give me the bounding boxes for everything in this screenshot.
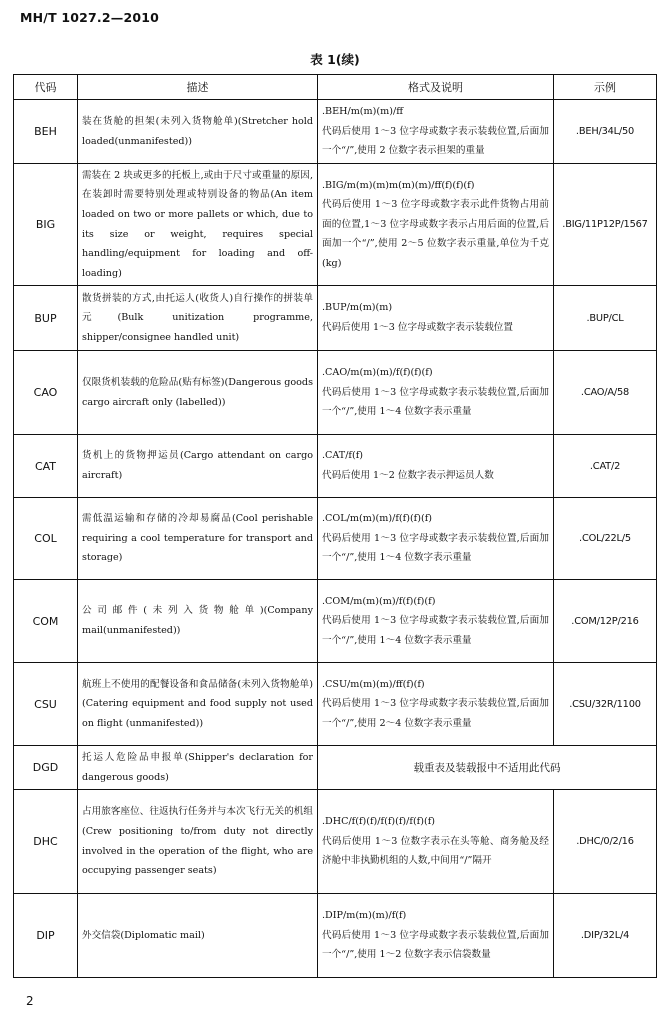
row-description: 托运人危险品申报单(Shipper's declaration for dangerous goods) — [78, 746, 318, 790]
row-description: 占用旅客座位、往返执行任务并与本次飞行无关的机组(Crew positioning to/from duty not directly involved in the operation of the flight, who are occupying passenger seats) — [78, 790, 318, 894]
row-description: 装在货舱的担架(未列入货物舱单)(Stretcher hold loaded(unmanifested)) — [78, 100, 318, 164]
row-format — [318, 164, 554, 286]
format-pattern: .CSU/m(m)(m)/ff(f)(f) — [322, 678, 425, 690]
row-example: .COM/12P/216 — [554, 580, 657, 663]
row-description: 公司邮件(未列入货物舱单)(Company mail(unmanifested)) — [78, 580, 318, 663]
row-description: 航班上不使用的配餐设备和食品储备(未列入货物舱单)(Catering equipment and food supply not used on flight (unmanifested)) — [78, 663, 318, 746]
format-explanation: 代码后使用 1～3 位数字表示在头等舱、商务舱及经济舱中非执勤机组的人数,中间用“/”隔开 — [322, 835, 549, 867]
format-explanation: 代码后使用 1～3 位字母或数字表示装载位置,后面加一个“/”,使用 1～4 位数字表示重量 — [322, 386, 549, 418]
row-description: 需低温运输和存储的冷却易腐品(Cool perishable requiring a cool temperature for transport and storage) — [78, 498, 318, 580]
row-format — [318, 498, 554, 580]
row-code: COL — [14, 498, 78, 580]
row-format — [318, 663, 554, 746]
row-example: .DHC/0/2/16 — [554, 790, 657, 894]
table-row — [14, 790, 657, 894]
page-number: 2 — [26, 994, 34, 1008]
format-explanation: 代码后使用 1～3 位字母或数字表示装载位置,后面加一个“/”,使用 1～4 位数字表示重量 — [322, 615, 549, 646]
row-code: BIG — [14, 164, 78, 286]
row-format — [318, 894, 554, 978]
table-header-row — [14, 75, 657, 100]
code-table — [13, 74, 657, 978]
row-code: DHC — [14, 790, 78, 894]
format-pattern: .BEH/m(m)(m)/ff — [322, 106, 404, 118]
format-explanation: 代码后使用 1～3 位字母或数字表示装载位置,后面加一个“/”,使用 1～2 位数字表示信袋数量 — [322, 929, 549, 961]
table-row — [14, 580, 657, 663]
row-code: CAT — [14, 435, 78, 498]
format-explanation: 代码后使用 1～3 位字母或数字表示装载位置,后面加一个“/”,使用 2～4 位数字表示重量 — [322, 698, 549, 729]
column-header-example: 示例 — [554, 75, 657, 100]
row-example: .BUP/CL — [554, 286, 657, 351]
row-code: BEH — [14, 100, 78, 164]
row-code: DIP — [14, 894, 78, 978]
format-pattern: .BIG/m(m)(m)m(m)(m)/ff(f)(f)(f) — [322, 179, 475, 191]
row-format — [318, 351, 554, 435]
format-pattern: .BUP/m(m)(m) — [322, 302, 393, 314]
table-row — [14, 100, 657, 164]
format-pattern: .COM/m(m)(m)/f(f)(f)(f) — [322, 595, 436, 607]
format-pattern: .CAT/f(f) — [322, 450, 364, 462]
table-row — [14, 351, 657, 435]
row-description: 外交信袋(Diplomatic mail) — [78, 894, 318, 978]
format-explanation: 代码后使用 1～3 位字母或数字表示此件货物占用前面的位置,1～3 位字母或数字表示占用后面的位置,后面加一个“/”,使用 2～5 位数字表示重量,单位为千克(kg) — [322, 199, 549, 269]
row-code: CAO — [14, 351, 78, 435]
row-description: 货机上的货物押运员(Cargo attendant on cargo aircraft) — [78, 435, 318, 498]
format-pattern: .COL/m(m)(m)/f(f)(f)(f) — [322, 513, 433, 525]
row-example: .BIG/11P12P/1567 — [554, 164, 657, 286]
row-example: .COL/22L/5 — [554, 498, 657, 580]
row-code: BUP — [14, 286, 78, 351]
table-row — [14, 498, 657, 580]
row-example: .CAT/2 — [554, 435, 657, 498]
row-example: .CSU/32R/1100 — [554, 663, 657, 746]
row-code: CSU — [14, 663, 78, 746]
row-description: 散货拼装的方式,由托运人(收货人)自行操作的拼装单元(Bulk unitization programme, shipper/consignee handled unit) — [78, 286, 318, 351]
format-pattern: .CAO/m(m)(m)/f(f)(f)(f) — [322, 367, 433, 379]
row-format — [318, 435, 554, 498]
row-format — [318, 100, 554, 164]
row-description: 仅限货机装载的危险品(贴有标签)(Dangerous goods cargo aircraft only (labelled)) — [78, 351, 318, 435]
standard-number: MH/T 1027.2—2010 — [20, 10, 160, 25]
format-pattern: .DIP/m(m)(m)/f(f) — [322, 910, 407, 922]
row-code: COM — [14, 580, 78, 663]
column-header-format: 格式及说明 — [318, 75, 554, 100]
table-title: 表 1(续) — [310, 52, 360, 67]
row-example: .CAO/A/58 — [554, 351, 657, 435]
format-explanation: 代码后使用 1～3 位字母或数字表示装载位置,后面加一个“/”,使用 2 位数字表示担架的重量 — [322, 125, 549, 157]
format-explanation: 代码后使用 1～3 位字母或数字表示装载位置,后面加一个“/”,使用 1～4 位数字表示重量 — [322, 532, 549, 564]
row-format — [318, 790, 554, 894]
row-format — [318, 580, 554, 663]
row-example: .DIP/32L/4 — [554, 894, 657, 978]
table-row — [14, 663, 657, 746]
row-code: DGD — [14, 746, 78, 790]
format-explanation: 代码后使用 1～3 位字母或数字表示装载位置 — [322, 322, 513, 333]
row-merged-note: 载重表及装载报中不适用此代码 — [318, 746, 657, 790]
format-explanation: 代码后使用 1～2 位数字表示押运员人数 — [322, 470, 494, 481]
row-example: .BEH/34L/50 — [554, 100, 657, 164]
format-pattern: .DHC/f(f)(f)/f(f)(f)/f(f)(f) — [322, 816, 436, 828]
table-row — [14, 286, 657, 351]
row-description: 需装在 2 块或更多的托板上,或由于尺寸或重量的原因,在装卸时需要特别处理或特别设备的物品(An item loaded on two or more pallets or which, due to its size or weight, requires special handling/equipment for loading and off-loading) — [78, 164, 318, 286]
column-header-description: 描述 — [78, 75, 318, 100]
column-header-code: 代码 — [14, 75, 78, 100]
table-row — [14, 164, 657, 286]
table-row — [14, 746, 657, 790]
table-row — [14, 894, 657, 978]
row-format — [318, 286, 554, 351]
table-row — [14, 435, 657, 498]
